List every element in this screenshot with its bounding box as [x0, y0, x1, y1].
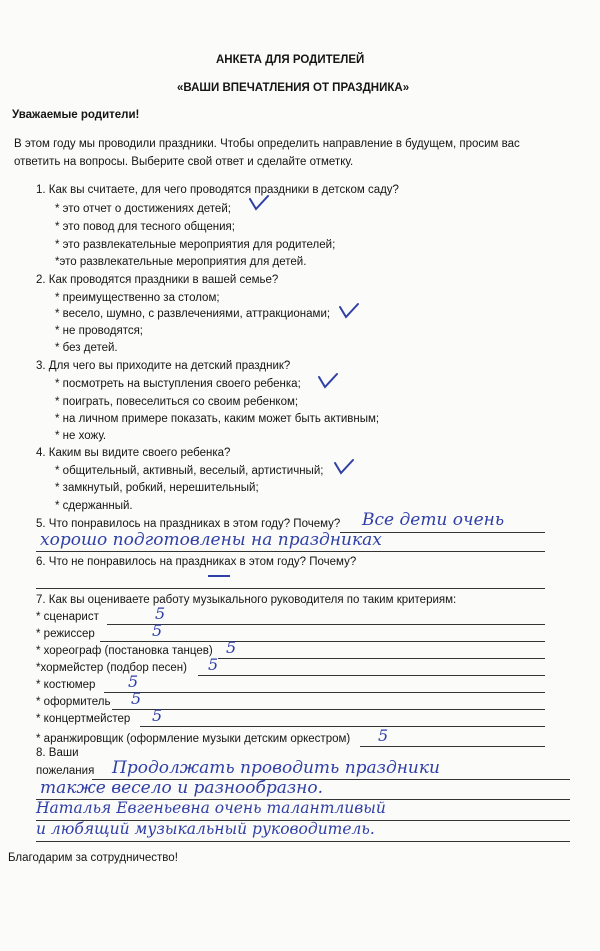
criterion-score[interactable]: 5	[152, 621, 163, 640]
q4-checkmark-icon	[333, 458, 355, 476]
q6-answer-line[interactable]	[36, 588, 545, 589]
q8-answer-text[interactable]: также весело и разнообразно.	[40, 778, 324, 798]
question-2: 2. Как проводятся праздники в вашей семье?	[36, 274, 279, 286]
greeting: Уважаемые родители!	[12, 109, 140, 121]
criterion-score[interactable]: 5	[155, 604, 166, 623]
question-5: 5. Что понравилось на праздниках в этом году? Почему?	[36, 518, 341, 530]
criterion-label: * режиссер	[36, 628, 95, 640]
q1-option-3[interactable]: * это развлекательные мероприятия для родителей;	[55, 239, 336, 251]
q3-option-1[interactable]: * посмотреть на выступления своего ребенка;	[55, 378, 301, 390]
q5-answer-1[interactable]: Все дети очень	[362, 510, 505, 530]
q3-option-3[interactable]: * на личном примере показать, каким может быть активным;	[55, 413, 380, 425]
q4-option-3[interactable]: * сдержанный.	[55, 500, 133, 512]
criterion-label: *хормейстер (подбор песен)	[36, 662, 187, 674]
criterion-line	[104, 692, 545, 693]
criterion-score[interactable]: 5	[131, 689, 142, 708]
q1-option-4[interactable]: *это развлекательные мероприятия для детей.	[55, 256, 307, 268]
q5-answer-2[interactable]: хорошо подготовлены на праздниках	[40, 530, 382, 550]
criterion-line	[360, 746, 545, 747]
form-subtitle: «ВАШИ ВПЕЧАТЛЕНИЯ ОТ ПРАЗДНИКА»	[177, 82, 410, 94]
q3-option-2[interactable]: * поиграть, повеселиться со своим ребенком;	[55, 396, 299, 408]
criterion-label: * хореограф (постановка танцев)	[36, 645, 213, 657]
criterion-label: * сценарист	[36, 611, 99, 623]
q3-option-4[interactable]: * не хожу.	[55, 430, 107, 442]
q2-option-2[interactable]: * весело, шумно, с развлечениями, аттракционами;	[55, 308, 331, 320]
q4-option-1[interactable]: * общительный, активный, веселый, артистичный;	[55, 465, 324, 477]
question-1: 1. Как вы считаете, для чего проводятся праздники в детском саду?	[36, 184, 399, 196]
question-3: 3. Для чего вы приходите на детский праздник?	[36, 360, 291, 372]
question-7: 7. Как вы оцениваете работу музыкального руководителя по таким критериям:	[36, 594, 457, 606]
criterion-score[interactable]: 5	[208, 655, 219, 674]
question-8-label-2: пожелания	[36, 765, 95, 777]
criterion-score[interactable]: 5	[128, 672, 139, 691]
criterion-score[interactable]: 5	[378, 726, 389, 745]
criterion-line	[140, 726, 545, 727]
intro-line-2: ответить на вопросы. Выберите свой ответ и сделайте отметку.	[14, 156, 354, 168]
q4-option-2[interactable]: * замкнутый, робкий, нерешительный;	[55, 482, 259, 494]
intro-line-1: В этом году мы проводили праздники. Чтобы определить направление в будущем, просим вас	[14, 138, 520, 150]
criterion-line	[107, 624, 545, 625]
criterion-label: * концертмейстер	[36, 713, 131, 725]
q2-option-1[interactable]: * преимущественно за столом;	[55, 292, 220, 304]
question-6: 6. Что не понравилось на праздниках в этом году? Почему?	[36, 556, 357, 568]
q3-checkmark-icon	[317, 372, 339, 390]
closing-thanks: Благодарим за сотрудничество!	[8, 852, 178, 864]
form-title: АНКЕТА ДЛЯ РОДИТЕЛЕЙ	[216, 54, 365, 66]
q8-answer-text[interactable]: Продолжать проводить праздники	[112, 758, 440, 778]
q5-answer-line-2	[36, 551, 545, 552]
question-4: 4. Каким вы видите своего ребенка?	[36, 447, 231, 459]
q1-option-2[interactable]: * это повод для тесного общения;	[55, 221, 235, 233]
criterion-label: * оформитель	[36, 696, 111, 708]
criterion-line	[100, 641, 545, 642]
criterion-line	[112, 709, 545, 710]
criterion-line	[218, 658, 545, 659]
criterion-label: * аранжировщик (оформление музыки детским оркестром)	[36, 733, 351, 745]
q2-checkmark-icon	[338, 302, 360, 320]
q2-option-3[interactable]: * не проводятся;	[55, 325, 144, 337]
criterion-line	[198, 675, 545, 676]
q6-ink-mark	[208, 575, 230, 577]
criterion-score[interactable]: 5	[226, 638, 237, 657]
q1-checkmark-icon	[248, 194, 270, 212]
q1-option-1[interactable]: * это отчет о достижениях детей;	[55, 203, 231, 215]
criterion-score[interactable]: 5	[152, 706, 163, 725]
q8-answer-line	[36, 841, 570, 842]
question-8-label: 8. Ваши	[36, 747, 79, 759]
q8-answer-text[interactable]: Наталья Евгеньевна очень талантливый	[36, 799, 386, 817]
q2-option-4[interactable]: * без детей.	[55, 342, 118, 354]
q8-answer-text[interactable]: и любящий музыкальный руководитель.	[36, 820, 375, 838]
criterion-label: * костюмер	[36, 679, 96, 691]
